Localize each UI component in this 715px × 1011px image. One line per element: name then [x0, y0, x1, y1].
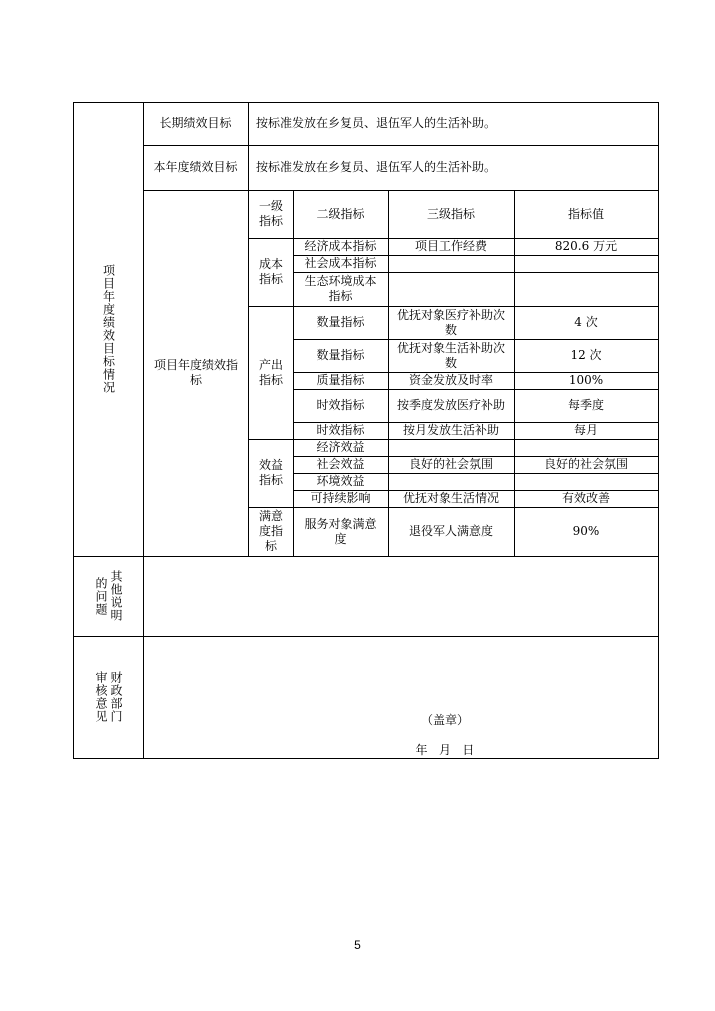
level3-cell: 项目工作经费	[414, 239, 487, 253]
level3-cell: 优抚对象生活补助次数	[396, 340, 505, 370]
table-rule	[143, 102, 144, 759]
value-cell	[514, 473, 658, 490]
level2-cell: 社会成本指标	[304, 256, 377, 270]
value-cell: 90%	[572, 524, 600, 538]
group-label-output: 产出指标	[258, 357, 283, 387]
table-rule	[248, 190, 249, 556]
level3-cell: 良好的社会氛围	[408, 457, 493, 471]
level3-cell: 退役军人满意度	[408, 524, 493, 538]
level2-cell: 可持续影响	[310, 491, 371, 505]
value-cell	[514, 272, 658, 306]
finance-review-label-text: 财政部门审核意见	[94, 671, 123, 723]
page-number: 5	[354, 938, 361, 952]
level2-cell: 经济成本指标	[304, 239, 377, 253]
table-rule	[73, 636, 659, 637]
value-cell: 4 次	[574, 315, 598, 329]
finance-review-date: 年 月 日	[415, 742, 475, 757]
level3-cell: 按季度发放医疗补助	[396, 398, 505, 412]
indicator-section-label: 项目年度绩效指标	[153, 358, 238, 387]
other-issues-content	[143, 556, 658, 636]
value-cell: 100%	[568, 373, 604, 387]
header-level3: 三级指标	[426, 206, 475, 221]
level2-cell: 质量指标	[316, 373, 365, 387]
value-cell: 良好的社会氛围	[543, 457, 628, 471]
level2-cell: 数量指标	[316, 348, 365, 362]
other-issues-label-text: 其他说明的问题	[94, 570, 123, 622]
level2-cell: 经济效益	[316, 440, 365, 454]
long-term-goal-label: 长期绩效目标	[159, 116, 232, 130]
level3-cell: 优抚对象生活情况	[402, 491, 499, 505]
value-cell	[514, 439, 658, 456]
header-level2: 二级指标	[316, 206, 365, 221]
value-cell: 有效改善	[561, 491, 610, 505]
level2-cell: 数量指标	[316, 315, 365, 329]
value-cell: 12 次	[570, 348, 602, 362]
table-border-bottom	[73, 758, 659, 759]
group-label-benefit: 效益指标	[258, 458, 283, 487]
level3-cell: 优抚对象医疗补助次数	[396, 307, 505, 337]
level3-cell	[388, 473, 514, 490]
long-term-goal-text: 按标准发放在乡复员、退伍军人的生活补助。	[256, 116, 497, 130]
annual-goal-label: 本年度绩效目标	[153, 160, 238, 174]
header-level1: 一级指标	[258, 199, 283, 228]
level3-cell: 资金发放及时率	[408, 373, 493, 387]
level2-cell: 时效指标	[316, 398, 365, 412]
level2-cell: 社会效益	[316, 457, 365, 471]
level2-cell: 生态环境成本指标	[304, 274, 377, 303]
group-label-cost: 成本指标	[258, 257, 283, 286]
other-issues-label	[73, 556, 143, 636]
level2-cell: 时效指标	[316, 423, 365, 437]
value-cell	[514, 255, 658, 272]
level3-cell	[388, 272, 514, 306]
section-label-annual-goal-status	[73, 102, 143, 556]
level3-cell	[388, 439, 514, 456]
header-value: 指标值	[567, 206, 604, 221]
value-cell: 每季度	[567, 398, 604, 412]
annual-goal-text: 按标准发放在乡复员、退伍军人的生活补助。	[256, 160, 497, 174]
level2-cell: 环境效益	[316, 474, 365, 488]
value-cell: 820.6 万元	[554, 239, 618, 253]
section-label-text: 项目年度绩效目标情况	[101, 264, 116, 394]
level3-cell	[388, 255, 514, 272]
group-label-satisfaction: 满意度指标	[258, 509, 283, 553]
finance-review-seal: （盖章）	[420, 712, 469, 727]
level2-cell: 服务对象满意度	[304, 516, 377, 546]
table-border-right	[658, 102, 659, 759]
value-cell: 每月	[573, 423, 598, 437]
finance-review-label	[73, 636, 143, 758]
level3-cell: 按月发放生活补助	[402, 423, 499, 437]
